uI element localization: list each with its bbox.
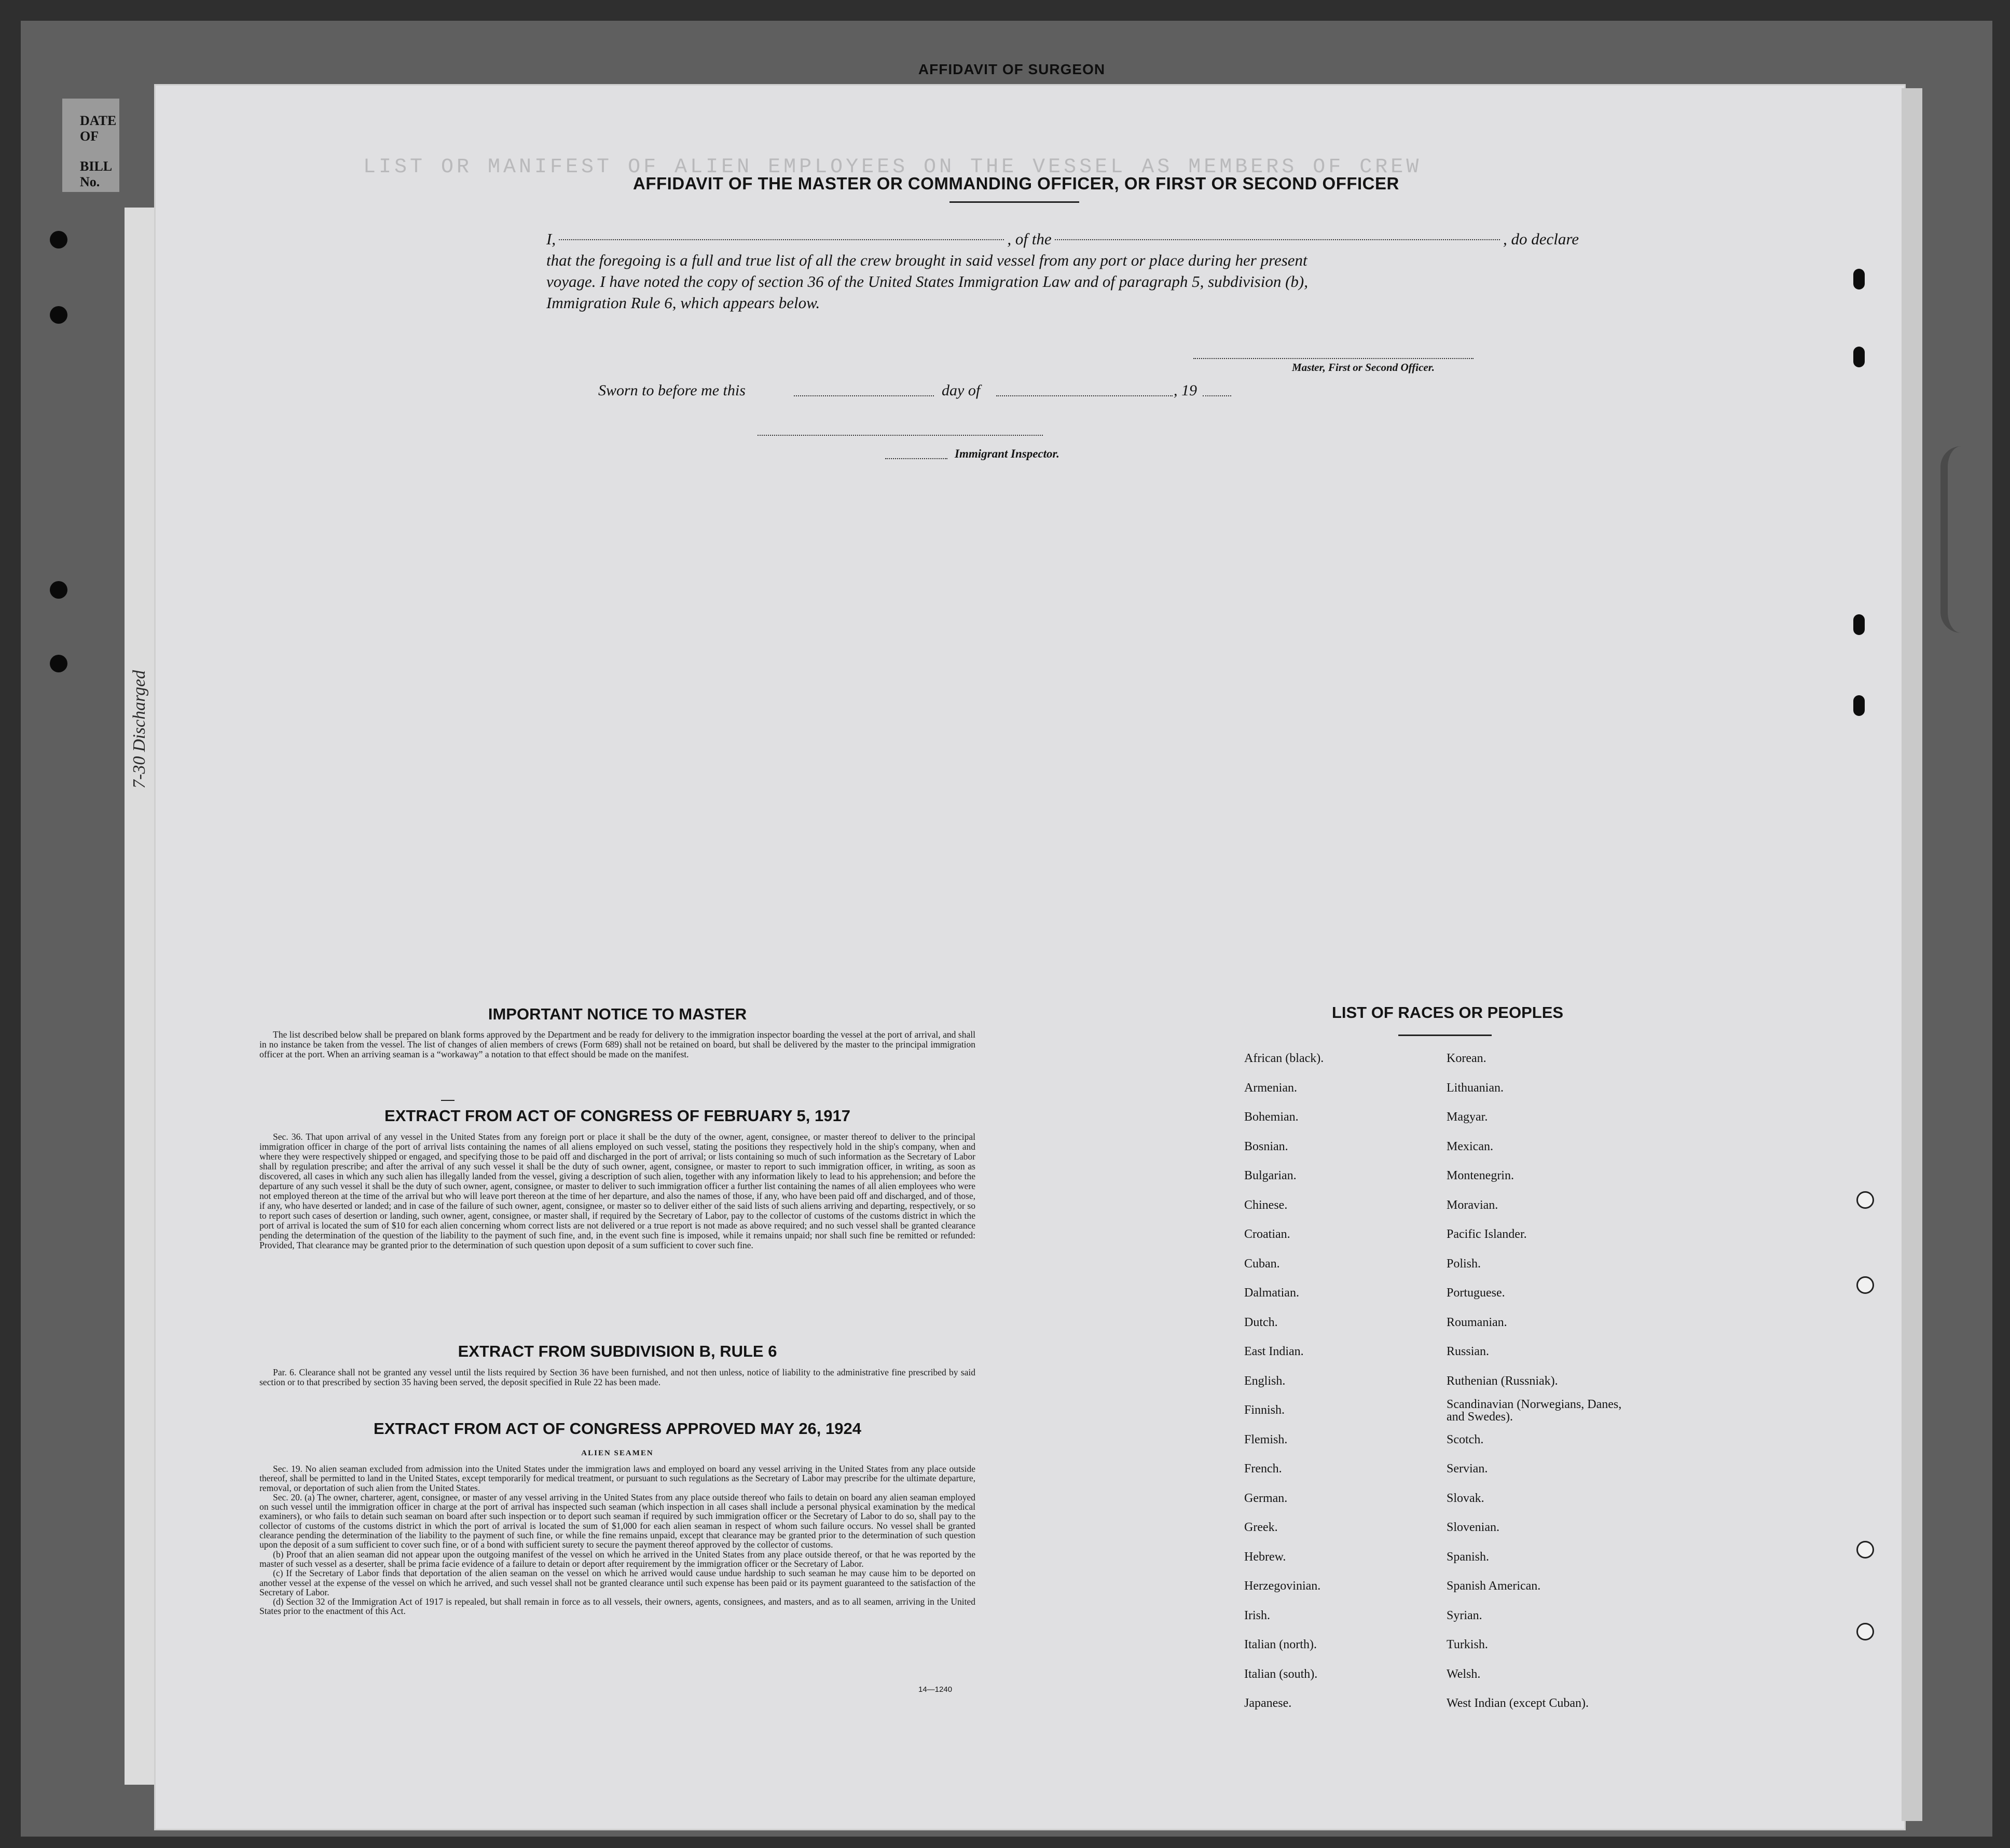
race-item: Italian (north). xyxy=(1244,1638,1317,1651)
race-item: Finnish. xyxy=(1244,1403,1285,1417)
extract-1917-paragraph: Sec. 36. That upon arrival of any vessel in the United States from any foreign port or place it shall be the duty of the owner, agent, consignee, or master thereof to deliver to the principal immigration officer in charge of the port of arrival lists containing the names of all aliens employed on such vessel, stating the positions they respectively hold in the ship's company, when and where they were respectively shipped or engaged, and specifying those to be paid off and discharged in the port of arrival; or lists containing so much of such information as the Secretary of Labor shall by regulation prescribe; and after the arrival of any such vessel it shall be the duty of such owner, agent, consignee, or master to report to such immigration officer, in writing, as soon as discovered, all cases in which any such alien has illegally landed from the vessel, giving a description of such alien, together with any information likely to lead to his apprehension; and before the departure of any such vessel it shall be the duty of such owner, agent, consignee, or master to deliver to such immigration officer a further list containing the names of all alien employees who were not employed thereon at the time of the arrival but who will leave port thereon at the time of her departure, and also the names of those, if any, who have been paid off and discharged, and of those, if any, who have deserted or landed; and in case of the failure of such owner, agent, consignee, or master so to deliver either of the said lists of such aliens arriving and departing, respectively, or so to report such cases of desertion or landing, such owner, agent, consignee, or master shall, if required by the Secretary of Labor, pay to the collector of customs of the customs district in which the port of arrival is located the sum of $10 for each alien concerning whom correct lists are not delivered or a true report is not made as above required; and no such vessel shall be granted clearance pending the determination of the question of the liability to the payment of such fine, and, in the event such fine is imposed, while it remains unpaid; nor shall such fine be remitted or refunded: Provided, That clearance may be granted prior to the determination of such question upon deposit of a sum sufficient to cover such fine. xyxy=(259,1132,975,1250)
vessel-blank xyxy=(1055,239,1500,240)
declaration-line-2: that the foregoing is a full and true list of all the crew brought in said vessel from any port or place during her present xyxy=(546,251,1307,269)
race-item: English. xyxy=(1244,1374,1286,1388)
race-item: Ruthenian (Russniak). xyxy=(1447,1374,1558,1388)
rule6-title: EXTRACT FROM SUBDIVISION B, RULE 6 xyxy=(458,1342,777,1360)
section-rule xyxy=(441,1100,455,1101)
race-item: Slovak. xyxy=(1447,1491,1484,1505)
extract-1924-paragraph: Sec. 20. (a) The owner, charterer, agent, consignee, or master of any vessel arriving in the United States from any place outside thereof who fails to detain on board any alien seaman employed on such vessel until the immigration officer in charge at the port of arrival has inspected such seaman (which inspection in all cases shall include a personal physical examination by the medical examiners), or who fails to detain such seaman on board after such inspection or to deport such seaman if required by such immigration officer or the Secretary of Labor to do so, shall pay to the collector of customs of the customs district in which the port of arrival is located the sum of $1,000 for each alien seaman in respect of whom such failure occurs. No vessel shall be granted clearance pending the determination of the liability to the payment of such fine, or while the fine remains unpaid, except that clearance may be granted prior to the determination of such question upon the deposit of a sum sufficient to cover such fine, or of a bond with sufficient surety to secure the payment thereof approved by the collector of customs. xyxy=(259,1492,975,1550)
extract-1924-subtitle: ALIEN SEAMEN xyxy=(581,1449,654,1457)
race-item: Mexican. xyxy=(1447,1139,1493,1153)
extract-1924-body xyxy=(259,1464,975,1616)
race-item: Italian (south). xyxy=(1244,1667,1318,1681)
race-item: Dutch. xyxy=(1244,1315,1278,1329)
race-item: Lithuanian. xyxy=(1447,1081,1504,1095)
race-item: Flemish. xyxy=(1244,1432,1288,1446)
master-signature-line xyxy=(1193,358,1474,359)
extract-1917-body xyxy=(259,1132,975,1250)
bleed-through-heading: LIST OR MANIFEST OF ALIEN EMPLOYEES ON THE VESSEL AS MEMBERS OF CREW xyxy=(363,156,1422,179)
race-item: Roumanian. xyxy=(1447,1315,1507,1329)
race-item: Turkish. xyxy=(1447,1638,1488,1651)
race-item: Dalmatian. xyxy=(1244,1286,1299,1300)
race-item: Irish. xyxy=(1244,1608,1270,1622)
sworn-year-blank xyxy=(1203,395,1231,396)
extract-1917-title: EXTRACT FROM ACT OF CONGRESS OF FEBRUARY 5, 1917 xyxy=(384,1107,850,1125)
rule6-paragraph: Par. 6. Clearance shall not be granted any vessel until the lists required by Section 36 have been furnished, and not then unless, notice of liability to the administrative fine prescribed by said section or to that prescribed by section 35 having been served, the deposit specified in Rule 22 has been made. xyxy=(259,1367,975,1387)
race-item: Magyar. xyxy=(1447,1110,1488,1124)
inspector-prefix-line xyxy=(885,458,947,459)
race-item: Japanese. xyxy=(1244,1697,1292,1710)
race-item: Armenian. xyxy=(1244,1081,1297,1095)
races-title: LIST OF RACES OR PEOPLES xyxy=(1331,1003,1564,1022)
race-item: Bohemian. xyxy=(1244,1110,1299,1124)
binder-hole-icon xyxy=(1856,1191,1874,1209)
extract-1924-title: EXTRACT FROM ACT OF CONGRESS APPROVED MAY 26, 1924 xyxy=(374,1419,861,1438)
affidavit-title: AFFIDAVIT OF THE MASTER OR COMMANDING OFFICER, OR FIRST OR SECOND OFFICER xyxy=(633,174,1399,193)
race-item: Portuguese. xyxy=(1447,1286,1505,1300)
race-item: Spanish. xyxy=(1447,1550,1490,1564)
race-item: Scotch. xyxy=(1447,1432,1484,1446)
race-item: Herzegovinian. xyxy=(1244,1579,1321,1593)
master-signature-label: Master, First or Second Officer. xyxy=(1292,361,1435,374)
race-item: Scandinavian (Norwegians, Danes, and Swedes). xyxy=(1447,1398,1622,1424)
sworn-month-blank xyxy=(996,395,1173,396)
inspector-label: Immigrant Inspector. xyxy=(955,447,1059,460)
declaration-i: I, xyxy=(546,230,556,248)
races-title-rule xyxy=(1398,1035,1492,1036)
binder-hole-icon xyxy=(50,306,67,324)
binder-hole-icon xyxy=(50,655,67,672)
binder-hole-icon xyxy=(1856,1276,1874,1294)
race-item: Montenegrin. xyxy=(1447,1169,1514,1182)
sworn-day-blank xyxy=(794,395,934,396)
race-item: Chinese. xyxy=(1244,1198,1288,1212)
extract-1924-paragraph: Sec. 19. No alien seaman excluded from admission into the United States under the immigration laws and employed on board any vessel arriving in the United States from any place outside thereof, shall be permitted to land in the United States, except temporarily for medical treatment, or pursuant to such regulations as the Secretary of Labor may prescribe for the ultimate departure, removal, or deportation of such alien from the United States. xyxy=(259,1464,975,1493)
race-item: Servian. xyxy=(1447,1462,1488,1475)
declaration-line-3: voyage. I have noted the copy of section 36 of the United States Immigration Law and of paragraph 5, subdivision (b), xyxy=(546,272,1308,291)
race-item: Syrian. xyxy=(1447,1608,1482,1622)
rule6-body xyxy=(259,1368,975,1387)
race-item: Polish. xyxy=(1447,1257,1481,1271)
left-stub xyxy=(62,99,119,192)
sworn-year: , 19 xyxy=(1174,382,1197,399)
race-item: East Indian. xyxy=(1244,1345,1304,1358)
race-item: Korean. xyxy=(1447,1052,1486,1065)
race-item: Slovenian. xyxy=(1447,1521,1499,1534)
handwritten-mark xyxy=(1940,446,1984,633)
binder-hole-icon xyxy=(1853,614,1865,635)
binder-hole-icon xyxy=(50,581,67,599)
race-item: Cuban. xyxy=(1244,1257,1280,1271)
binder-hole-icon xyxy=(50,231,67,249)
under-page-strip xyxy=(125,208,156,1785)
name-blank xyxy=(559,239,1004,240)
race-item: African (black). xyxy=(1244,1052,1324,1065)
race-item: Hebrew. xyxy=(1244,1550,1286,1564)
race-item: Russian. xyxy=(1447,1345,1490,1358)
race-item: Welsh. xyxy=(1447,1667,1481,1681)
extract-1924-paragraph: (c) If the Secretary of Labor finds that deportation of the alien seaman on the vessel on which he arrived would cause undue hardship to such seaman he may cause him to be deported on another vessel at the expense of the vessel on which he arrived, and such vessel shall not be granted clearance until such expense has been paid or its payment guaranteed to the satisfaction of the Secretary of Labor. xyxy=(259,1568,975,1597)
race-item: Moravian. xyxy=(1447,1198,1498,1212)
race-item: Croatian. xyxy=(1244,1228,1290,1241)
declaration-declare: , do declare xyxy=(1503,230,1579,248)
sworn-prefix: Sworn to before me this xyxy=(598,382,746,399)
race-item: West Indian (except Cuban). xyxy=(1447,1697,1589,1710)
race-item: Pacific Islander. xyxy=(1447,1228,1527,1241)
race-item: Greek. xyxy=(1244,1521,1278,1534)
race-item: French. xyxy=(1244,1462,1282,1475)
affidavit-declaration xyxy=(546,228,1579,313)
extract-1924-paragraph: (b) Proof that an alien seaman did not appear upon the outgoing manifest of the vessel on which he arrived in the United States from any place outside thereof, or that he was reported by the master of such vessel as a deserter, shall be prima facie evidence of a failure to detain or deport after requirement by the immigration officer or the Secretary of Labor. xyxy=(259,1549,975,1569)
binder-hole-icon xyxy=(1853,695,1865,716)
stub-line: BILL No. xyxy=(80,159,112,189)
race-item: Spanish American. xyxy=(1447,1579,1541,1593)
race-item: Bosnian. xyxy=(1244,1139,1288,1153)
binder-hole-icon xyxy=(1856,1623,1874,1640)
title-rule xyxy=(949,201,1079,203)
race-item: Bulgarian. xyxy=(1244,1169,1297,1182)
sworn-day-of: day of xyxy=(942,382,981,399)
binder-hole-icon xyxy=(1853,269,1865,289)
sheet-edge xyxy=(1902,88,1922,1821)
extract-1924-paragraph: (d) Section 32 of the Immigration Act of 1917 is repealed, but shall remain in force as to all vessels, their owners, agents, consignees, and masters, and as to all seamen, arriving in the United States prior to the enactment of this Act. xyxy=(259,1596,975,1617)
inspector-signature-line xyxy=(758,435,1043,436)
binder-hole-icon xyxy=(1856,1541,1874,1559)
notice-paragraph: The list described below shall be prepared on blank forms approved by the Department and be ready for delivery to the immigration inspector boarding the vessel at the port of arrival, and shall in no instance be taken from the vessel. The list of changes of alien members of crews (Form 689) shall not be retained on board, but shall be delivered by the master to the principal immigration officer at the port. When an arriving seaman is a “workaway” a notation to that effect should be made on the manifest. xyxy=(259,1029,975,1059)
declaration-of-the: , of the xyxy=(1007,230,1052,248)
declaration-line-1 xyxy=(546,228,1579,250)
stub-line: DATE OF xyxy=(80,113,117,144)
margin-note: 7-30 Discharged xyxy=(130,670,149,789)
race-item: German. xyxy=(1244,1491,1288,1505)
binder-hole-icon xyxy=(1853,347,1865,367)
declaration-line-4: Immigration Rule 6, which appears below. xyxy=(546,294,820,312)
notice-title: IMPORTANT NOTICE TO MASTER xyxy=(488,1005,747,1023)
notice-body xyxy=(259,1030,975,1059)
form-number: 14—1240 xyxy=(918,1685,953,1694)
scan-header: AFFIDAVIT OF SURGEON xyxy=(918,61,1106,77)
